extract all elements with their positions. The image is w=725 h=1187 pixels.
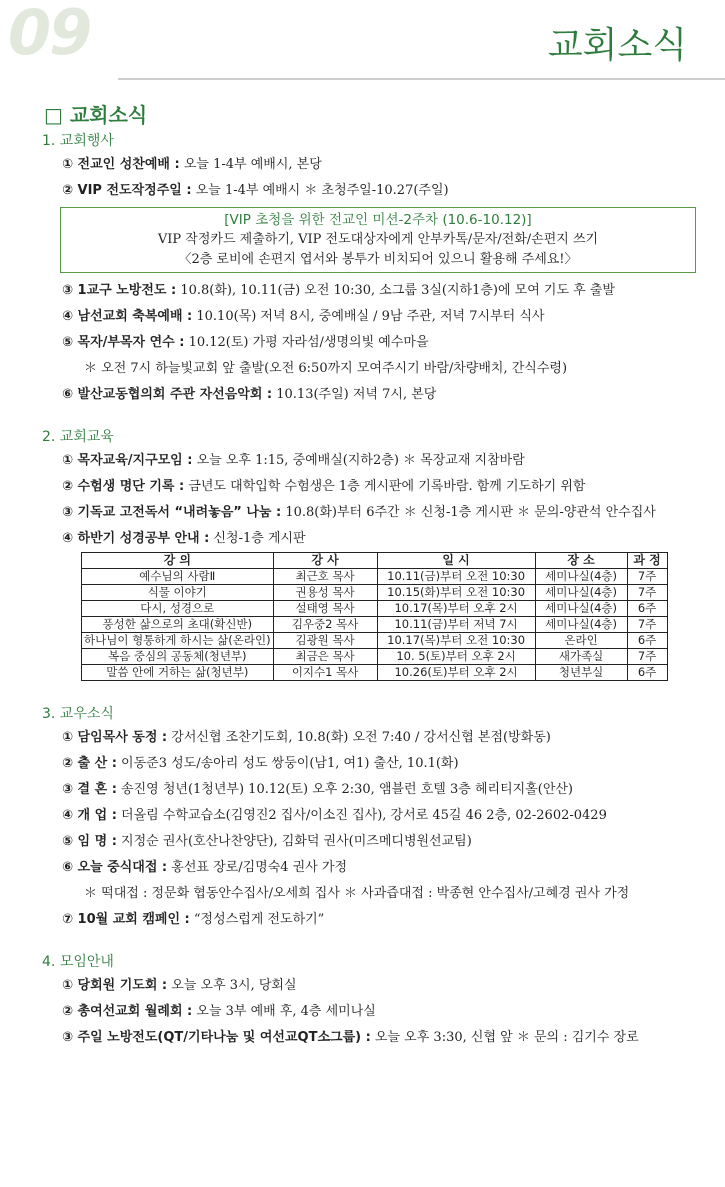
item-text: 더올림 수학교습소(김영진2 집사/이소진 집사), 강서로 45길 46 2층, 02-2602-0429: [116, 808, 607, 823]
table-cell: 다시, 성경으로: [82, 601, 274, 617]
table-cell: 이지수1 목사: [273, 665, 377, 681]
table-cell: 세미나실(4층): [535, 569, 627, 585]
table-cell: 김우중2 목사: [273, 617, 377, 633]
members-item-6-note: ＊ 떡대접 : 정문화 협동안수집사/오세희 집사 ＊ 사과즙대접 : 박종현 안수집사/고혜경 권사 가정: [84, 886, 630, 901]
item-label: ① 목자교육/지구모임 :: [62, 453, 193, 468]
table-row: [82, 617, 668, 633]
vip-box-title: [VIP 초청을 위한 전교인 미션-2주차 (10.6-10.12)]: [224, 212, 532, 228]
item-text: 10.10(목) 저녁 8시, 중예배실 / 9남 주관, 저녁 7시부터 식사: [192, 309, 545, 324]
item-label: ⑤ 목자/부목자 연수 :: [62, 335, 185, 350]
table-row: [82, 649, 668, 665]
section-title: □ 교회소식: [44, 103, 148, 127]
events-item-3: [62, 278, 714, 304]
members-item-7: [62, 907, 714, 933]
item-text: “정성스럽게 전도하기”: [189, 912, 325, 927]
table-header-cell: 강 사: [273, 553, 377, 569]
table-cell: 권용성 목사: [273, 585, 377, 601]
table-header-cell: 과 정: [627, 553, 667, 569]
table-cell: 청년부실: [535, 665, 627, 681]
item-text: 10.8(화)부터 6주간 ＊ 신청-1층 게시판 ＊ 문의-양관석 안수집사: [281, 505, 656, 520]
events-item-6: [62, 382, 714, 408]
table-cell: 10.15(화)부터 오전 10:30: [377, 585, 535, 601]
item-label: ② 총여선교회 월례회 :: [62, 1004, 193, 1019]
table-header-cell: 강 의: [82, 553, 274, 569]
members-item-6: [62, 855, 714, 881]
table-cell: 10.26(토)부터 오후 2시: [377, 665, 535, 681]
table-cell: 하나님이 형통하게 하시는 삶(온라인): [82, 633, 274, 649]
item-text: 오늘 오후 3:30, 신협 앞 ＊ 문의 : 김기수 장로: [370, 1030, 639, 1045]
education-item-2: [62, 474, 714, 500]
table-cell: 온라인: [535, 633, 627, 649]
table-cell: 설태영 목사: [273, 601, 377, 617]
table-cell: 말씀 안에 거하는 삶(청년부): [82, 665, 274, 681]
events-item-5-note: ＊ 오전 7시 하늘빛교회 앞 출발(오전 6:50까지 모여주시기 바람/차량배치, 간식수령): [84, 361, 568, 376]
item-text: 신청-1층 게시판: [209, 531, 306, 546]
page-number: 09: [8, 0, 91, 69]
item-text: 금년도 대학입학 수험생은 1층 게시판에 기록바람. 함께 기도하기 위함: [184, 479, 586, 494]
item-text: 오늘 1-4부 예배시, 본당: [179, 157, 322, 172]
item-label: ③ 1교구 노방전도 :: [62, 283, 177, 298]
item-label: ③ 결 혼 :: [62, 782, 117, 797]
item-text: 10.12(토) 가평 자라섬/생명의빛 예수마을: [184, 335, 429, 350]
table-cell: 세미나실(4층): [535, 585, 627, 601]
table-row: [82, 633, 668, 649]
table-cell: 최금은 목사: [273, 649, 377, 665]
table-cell: 최근호 목사: [273, 569, 377, 585]
item-text: 강서신협 조찬기도회, 10.8(화) 오전 7:40 / 강서신협 본점(방화동): [167, 730, 551, 745]
subsection-education-title: 2. 교회교육: [42, 429, 114, 445]
item-label: ② 수험생 명단 기록 :: [62, 479, 185, 494]
item-label: ① 당회원 기도회 :: [62, 978, 168, 993]
item-label: ② VIP 전도작정주일 :: [62, 183, 192, 198]
subsection-events-title: 1. 교회행사: [42, 133, 114, 149]
members-item-5: [62, 829, 714, 855]
item-text: 오늘 1-4부 예배시 ＊ 초청주일-10.27(주일): [191, 183, 449, 198]
meetings-item-1: [62, 973, 714, 999]
item-text: 이동준3 성도/송아리 성도 쌍둥이(남1, 여1) 출산, 10.1(화): [116, 756, 459, 771]
vip-mission-box: [60, 207, 696, 273]
page-title: 교회소식: [547, 25, 687, 66]
item-label: ④ 개 업 :: [62, 808, 117, 823]
item-text: 지정순 권사(호산나찬양단), 김화덕 권사(미즈메디병원선교팀): [116, 834, 472, 849]
table-cell: 새가족실: [535, 649, 627, 665]
item-label: ⑦ 10월 교회 캠페인 :: [62, 912, 190, 927]
item-label: ④ 남선교회 축복예배 :: [62, 309, 193, 324]
meetings-item-3: [62, 1025, 714, 1051]
table-header-cell: 장 소: [535, 553, 627, 569]
table-cell: 김광원 목사: [273, 633, 377, 649]
events-item-4: [62, 304, 714, 330]
item-label: ⑥ 오늘 중식대접 :: [62, 860, 168, 875]
members-item-2: [62, 751, 714, 777]
item-text: 오늘 3부 예배 후, 4층 세미나실: [192, 1004, 376, 1019]
content: [44, 100, 714, 1051]
item-label: ④ 하반기 성경공부 안내 :: [62, 531, 210, 546]
education-item-4: [62, 526, 714, 552]
table-cell: 예수님의 사람Ⅱ: [82, 569, 274, 585]
table-header-row: [82, 553, 668, 569]
item-label: ① 담임목사 동정 :: [62, 730, 168, 745]
item-label: ⑥ 발산교동협의회 주관 자선음악회 :: [62, 387, 273, 402]
table-cell: 7주: [627, 649, 667, 665]
subsection-meetings-title: 4. 모임안내: [42, 954, 114, 970]
table-cell: 6주: [627, 665, 667, 681]
table-cell: 식물 이야기: [82, 585, 274, 601]
item-text: 오늘 오후 3시, 당회실: [167, 978, 297, 993]
item-text: 송진영 청년(1청년부) 10.12(토) 오후 2:30, 앰블런 호텔 3층 헤리티지홀(안산): [116, 782, 574, 797]
members-item-1: [62, 725, 714, 751]
education-item-1: [62, 448, 714, 474]
table-cell: 세미나실(4층): [535, 617, 627, 633]
table-row: [82, 569, 668, 585]
table-cell: 10.17(목)부터 오후 2시: [377, 601, 535, 617]
education-item-3: [62, 500, 714, 526]
table-cell: 10.17(목)부터 오전 10:30: [377, 633, 535, 649]
item-label: ③ 주일 노방전도(QT/기타나눔 및 여선교QT소그룹) :: [62, 1030, 371, 1045]
members-item-3: [62, 777, 714, 803]
table-row: [82, 665, 668, 681]
meetings-item-2: [62, 999, 714, 1025]
table-cell: 10. 5(토)부터 오후 2시: [377, 649, 535, 665]
item-text: 홍선표 장로/김명숙4 권사 가정: [167, 860, 348, 875]
events-item-1: [62, 152, 714, 178]
vip-box-line-2: 〈2층 로비에 손편지 엽서와 봉투가 비치되어 있으니 활용해 주세요!〉: [178, 252, 578, 267]
table-row: [82, 601, 668, 617]
item-text: 10.8(화), 10.11(금) 오전 10:30, 소그룹 3실(지하1층)에 모여 기도 후 출발: [176, 283, 615, 298]
events-item-5: [62, 330, 714, 356]
vip-box-line-1: VIP 작정카드 제출하기, VIP 전도대상자에게 안부카톡/문자/전화/손편지 쓰기: [157, 232, 599, 247]
table-cell: 7주: [627, 569, 667, 585]
item-label: ③ 기독교 고전독서 “내려놓음” 나눔 :: [62, 505, 282, 520]
table-cell: 6주: [627, 601, 667, 617]
table-header-cell: 일 시: [377, 553, 535, 569]
table-cell: 7주: [627, 585, 667, 601]
table-cell: 풍성한 삶으로의 초대(확신반): [82, 617, 274, 633]
table-cell: 10.11(금)부터 저녁 7시: [377, 617, 535, 633]
item-text: 오늘 오후 1:15, 중예배실(지하2층) ＊ 목장교재 지참바람: [192, 453, 525, 468]
members-item-4: [62, 803, 714, 829]
table-cell: 세미나실(4층): [535, 601, 627, 617]
bible-study-table: [81, 552, 668, 681]
item-label: ⑤ 임 명 :: [62, 834, 117, 849]
table-cell: 복음 중심의 공동체(청년부): [82, 649, 274, 665]
subsection-members-title: 3. 교우소식: [42, 706, 114, 722]
events-item-2: [62, 178, 714, 204]
table-cell: 7주: [627, 617, 667, 633]
table-row: [82, 585, 668, 601]
table-cell: 10.11(금)부터 오전 10:30: [377, 569, 535, 585]
header-rule: [118, 78, 725, 80]
item-label: ① 전교인 성찬예배 :: [62, 157, 180, 172]
item-label: ② 출 산 :: [62, 756, 117, 771]
item-text: 10.13(주일) 저녁 7시, 본당: [272, 387, 437, 402]
table-cell: 6주: [627, 633, 667, 649]
